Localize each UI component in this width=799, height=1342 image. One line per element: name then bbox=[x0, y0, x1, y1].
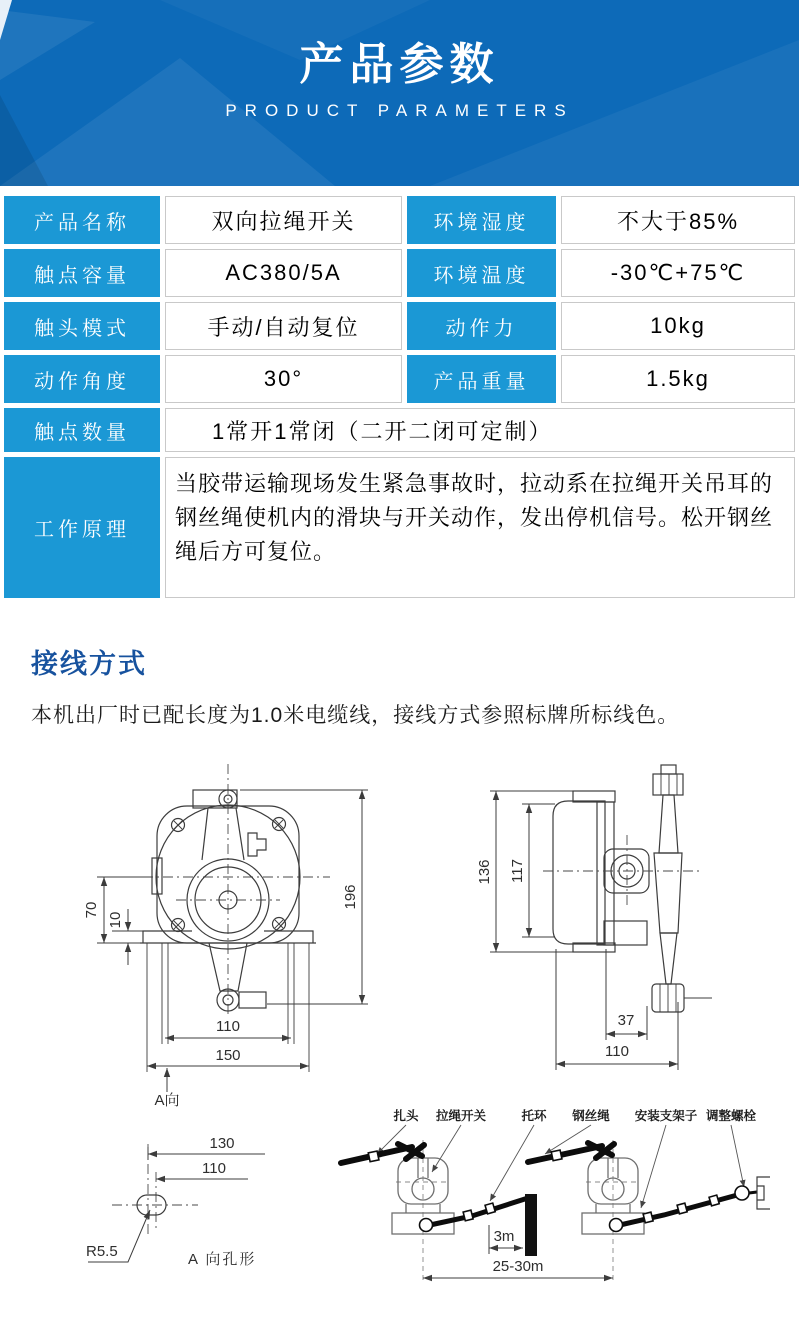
installation-diagram bbox=[341, 1108, 770, 1284]
spec-label: 环境湿度 bbox=[407, 196, 556, 244]
install-label-wire: 钢丝绳 bbox=[572, 1109, 610, 1123]
dim-span-distance: 25-30m bbox=[492, 1258, 544, 1275]
spec-value: 手动/自动复位 bbox=[165, 302, 402, 350]
screw-icon bbox=[172, 818, 286, 932]
spec-label: 动作角度 bbox=[4, 355, 160, 403]
hole-detail-drawing bbox=[86, 1135, 265, 1268]
spec-label: 产品重量 bbox=[407, 355, 556, 403]
install-label-ring: 托环 bbox=[521, 1109, 547, 1123]
dim-front-foot: 10 bbox=[107, 911, 124, 929]
spec-value-principle: 当胶带运输现场发生紧急事故时，拉动系在拉绳开关吊耳的钢丝绳使机内的滑块与开关动作，发出停机信号。松开钢丝绳后方可复位。 bbox=[165, 457, 795, 598]
wire-rope bbox=[341, 1143, 770, 1256]
dim-front-center: 70 bbox=[83, 901, 100, 919]
install-label-bolt: 调整螺栓 bbox=[705, 1109, 757, 1123]
dim-hole-2: 110 bbox=[202, 1160, 226, 1177]
dim-front-total: 196 bbox=[342, 884, 359, 910]
view-arrow-label: A向 bbox=[154, 1092, 180, 1109]
install-label-clamp: 扎头 bbox=[393, 1109, 419, 1123]
spec-table bbox=[4, 196, 795, 598]
page-subtitle: PRODUCT PARAMETERS bbox=[225, 101, 574, 120]
spec-value: AC380/5A bbox=[165, 249, 402, 297]
spec-value: 不大于85% bbox=[561, 196, 795, 244]
spec-value: -30℃+75℃ bbox=[561, 249, 795, 297]
dim-side-depth: 110 bbox=[605, 1043, 629, 1060]
spec-value: 1.5kg bbox=[561, 355, 795, 403]
dim-side-total: 136 bbox=[476, 859, 493, 885]
spec-label: 环境温度 bbox=[407, 249, 556, 297]
install-label-switch: 拉绳开关 bbox=[435, 1109, 487, 1123]
dim-hole-radius: R5.5 bbox=[86, 1243, 118, 1260]
spec-label: 触点容量 bbox=[4, 249, 160, 297]
install-label-bracket: 安装支架子 bbox=[634, 1109, 698, 1123]
front-view-drawing bbox=[83, 764, 368, 1109]
spec-label: 产品名称 bbox=[4, 196, 160, 244]
pull-switch-device bbox=[392, 1140, 454, 1284]
banner bbox=[0, 0, 799, 186]
side-view-drawing bbox=[476, 765, 712, 1070]
dim-front-outer: 150 bbox=[215, 1047, 241, 1064]
wiring-section bbox=[31, 642, 799, 729]
spec-label-principle: 工作原理 bbox=[4, 457, 160, 598]
wiring-body: 本机出厂时已配长度为1.0米电缆线，接线方式参照标牌所标线色。 bbox=[31, 704, 680, 727]
dim-side-body: 117 bbox=[509, 859, 526, 883]
spec-label-contacts: 触点数量 bbox=[4, 408, 160, 452]
spec-label: 动作力 bbox=[407, 302, 556, 350]
spec-value-contacts: 1常开1常闭（二开二闭可定制） bbox=[165, 408, 795, 452]
wiring-heading: 接线方式 bbox=[31, 649, 147, 679]
pull-switch-device bbox=[582, 1140, 644, 1284]
spec-label: 触头模式 bbox=[4, 302, 160, 350]
dim-side-offset: 37 bbox=[617, 1012, 635, 1029]
spec-value: 10kg bbox=[561, 302, 795, 350]
dim-front-inner: 110 bbox=[216, 1018, 240, 1035]
dim-hole-1: 130 bbox=[209, 1135, 235, 1152]
technical-drawings bbox=[0, 747, 799, 1334]
page-title: 产品参数 bbox=[299, 40, 500, 89]
dim-pole-distance: 3m bbox=[493, 1228, 515, 1245]
spec-value: 30° bbox=[165, 355, 402, 403]
hole-view-caption: A 向孔形 bbox=[188, 1251, 257, 1268]
spec-value: 双向拉绳开关 bbox=[165, 196, 402, 244]
